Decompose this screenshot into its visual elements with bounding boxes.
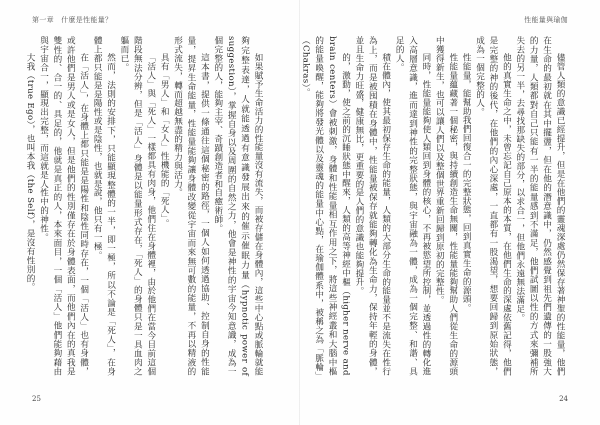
book-title-header: 性能量與瑜伽: [524, 16, 568, 24]
page-number: 24: [559, 395, 568, 403]
right-page: [300, 0, 600, 425]
paragraph: 然而，法則的安排下，只能顯現整體的一半，即一極，所以不論是「死人」，在身體上都只能是是陽性或是陰性，也就是說，他只有一極。: [92, 36, 116, 376]
paragraph: 這本書，提供一條通往這個秘密的路徑，一個人如何透過協助、控制自身的性能量，提昇生命能量，性能量能夠讓身體改變從宇宙而來無可數的能量，不再以精液的形式流失，轉而超越無盡的精力與活力。: [172, 36, 210, 376]
page-number: 25: [32, 395, 41, 403]
paragraph: 的，激動，使之前的沉睡狀態中醒來，人類的高等神經中樞（higher nerve and brain centers）會被刺激，身體和性能量相互作用之下，將這些神經叢和大腦中樞的能量喚醒，能夠將發光體以及靈魂的能量中心點，在瑜伽體系中，被稱之為「脈輪」（Chakras）。: [300, 36, 351, 376]
paragraph: 大我（true Ego），也叫本我（the Self），是沒有性別的。: [25, 53, 36, 292]
paragraph: 具有「男人」和「女人」性機能的「死人」。: [159, 53, 170, 228]
paragraph: 性能量，能幫助我們回復合一的完整狀態，回到真實生命的源頭。: [461, 53, 472, 313]
paragraph: 性能量蘊藏著一個秘密，與持續創造生命無關，性能量能夠幫助人們從生命的源頭中獲得新生，也可以讓人們以及整個世界重新回歸到原初的完整性。: [434, 36, 458, 376]
paragraph: 在「活人」，在身體上都只能是是陽性和陰性同時存在，一個「活人」也有身體，或許他們是男人或是女人，但是他們的性別僅存在於身體表面，而他們內在的真我是雙性的、合一的、具足的，他就是真正的人，本來面目，一個「活人」他們能夠藉由與宇宙合一，顯現出完整，而這就是人性中的神性。: [38, 36, 89, 376]
left-body-text: [25, 36, 264, 376]
paragraph: 同時，性能量能夠使人類回到身體的核心，不再被慾望所控制，並透過性的轉化進入高層意識，進而達到神性的完整狀態，與宇宙融為一體，成為一個完整、和諧、具足的人。: [394, 36, 431, 376]
paragraph: 「活人」與「死人」一樣都具有肉身，他們住在身體裡，由於他們在當今目前這個階段無法分辨，但是「活人」身體是以能量形式存在，「死人」的身體只是一具血肉之軀而已。: [118, 36, 156, 376]
paragraph: 他的真實生命之中，未曾忘記自己原本的本質，在他們生命的深處依舊記得，他們是完整的神的後代，在他們的內心深處，一直都有一股渴望，想要回歸到原始狀態，成為一個完整的人。: [474, 36, 512, 376]
paragraph: 儘管人類的意識已經提升，但是在他們的靈魂深處仍然保存著神聖的性能量，他們在生命的最初就在其中擺盪，但在他的潛意識中，仍然感覺到祖先們遺傳的一股強大的力量，人類都對自己只能有一半的能量感到不滿足，他們試圖以性的方式來彌補所失去的另一半，去尋找那缺失的部分，以求合一，但他們永遠無法滿足。: [514, 36, 565, 376]
right-body-text: [300, 36, 566, 376]
paragraph: 積在體內，使其最初保存生命的能量，人類的大部分生命的能量並不是流失在性行為上，而是被囤積在身體中，性能量被保存就能夠轉化為生命力，保持年輕的身體，並且生命力旺盛，健康無比，更重要的是人們的意識也能夠提升。: [353, 36, 391, 376]
chapter-header: 第一章 什麼是性能量？: [32, 16, 113, 24]
paragraph: 如果賦予生命活力的性能量沒有流失，而被存儲在身體內，這些中心點或脈輪就能夠完整表達，人就能透過有意識發展出來的催示催眠力量（hypnotic power of suggestion），掌握自身以及周圍的自然之力，他會是神性的宇宙今知意識，成為一個完整的人，能夠主宰、奇蹟創造者和自癒術師。: [212, 36, 263, 376]
